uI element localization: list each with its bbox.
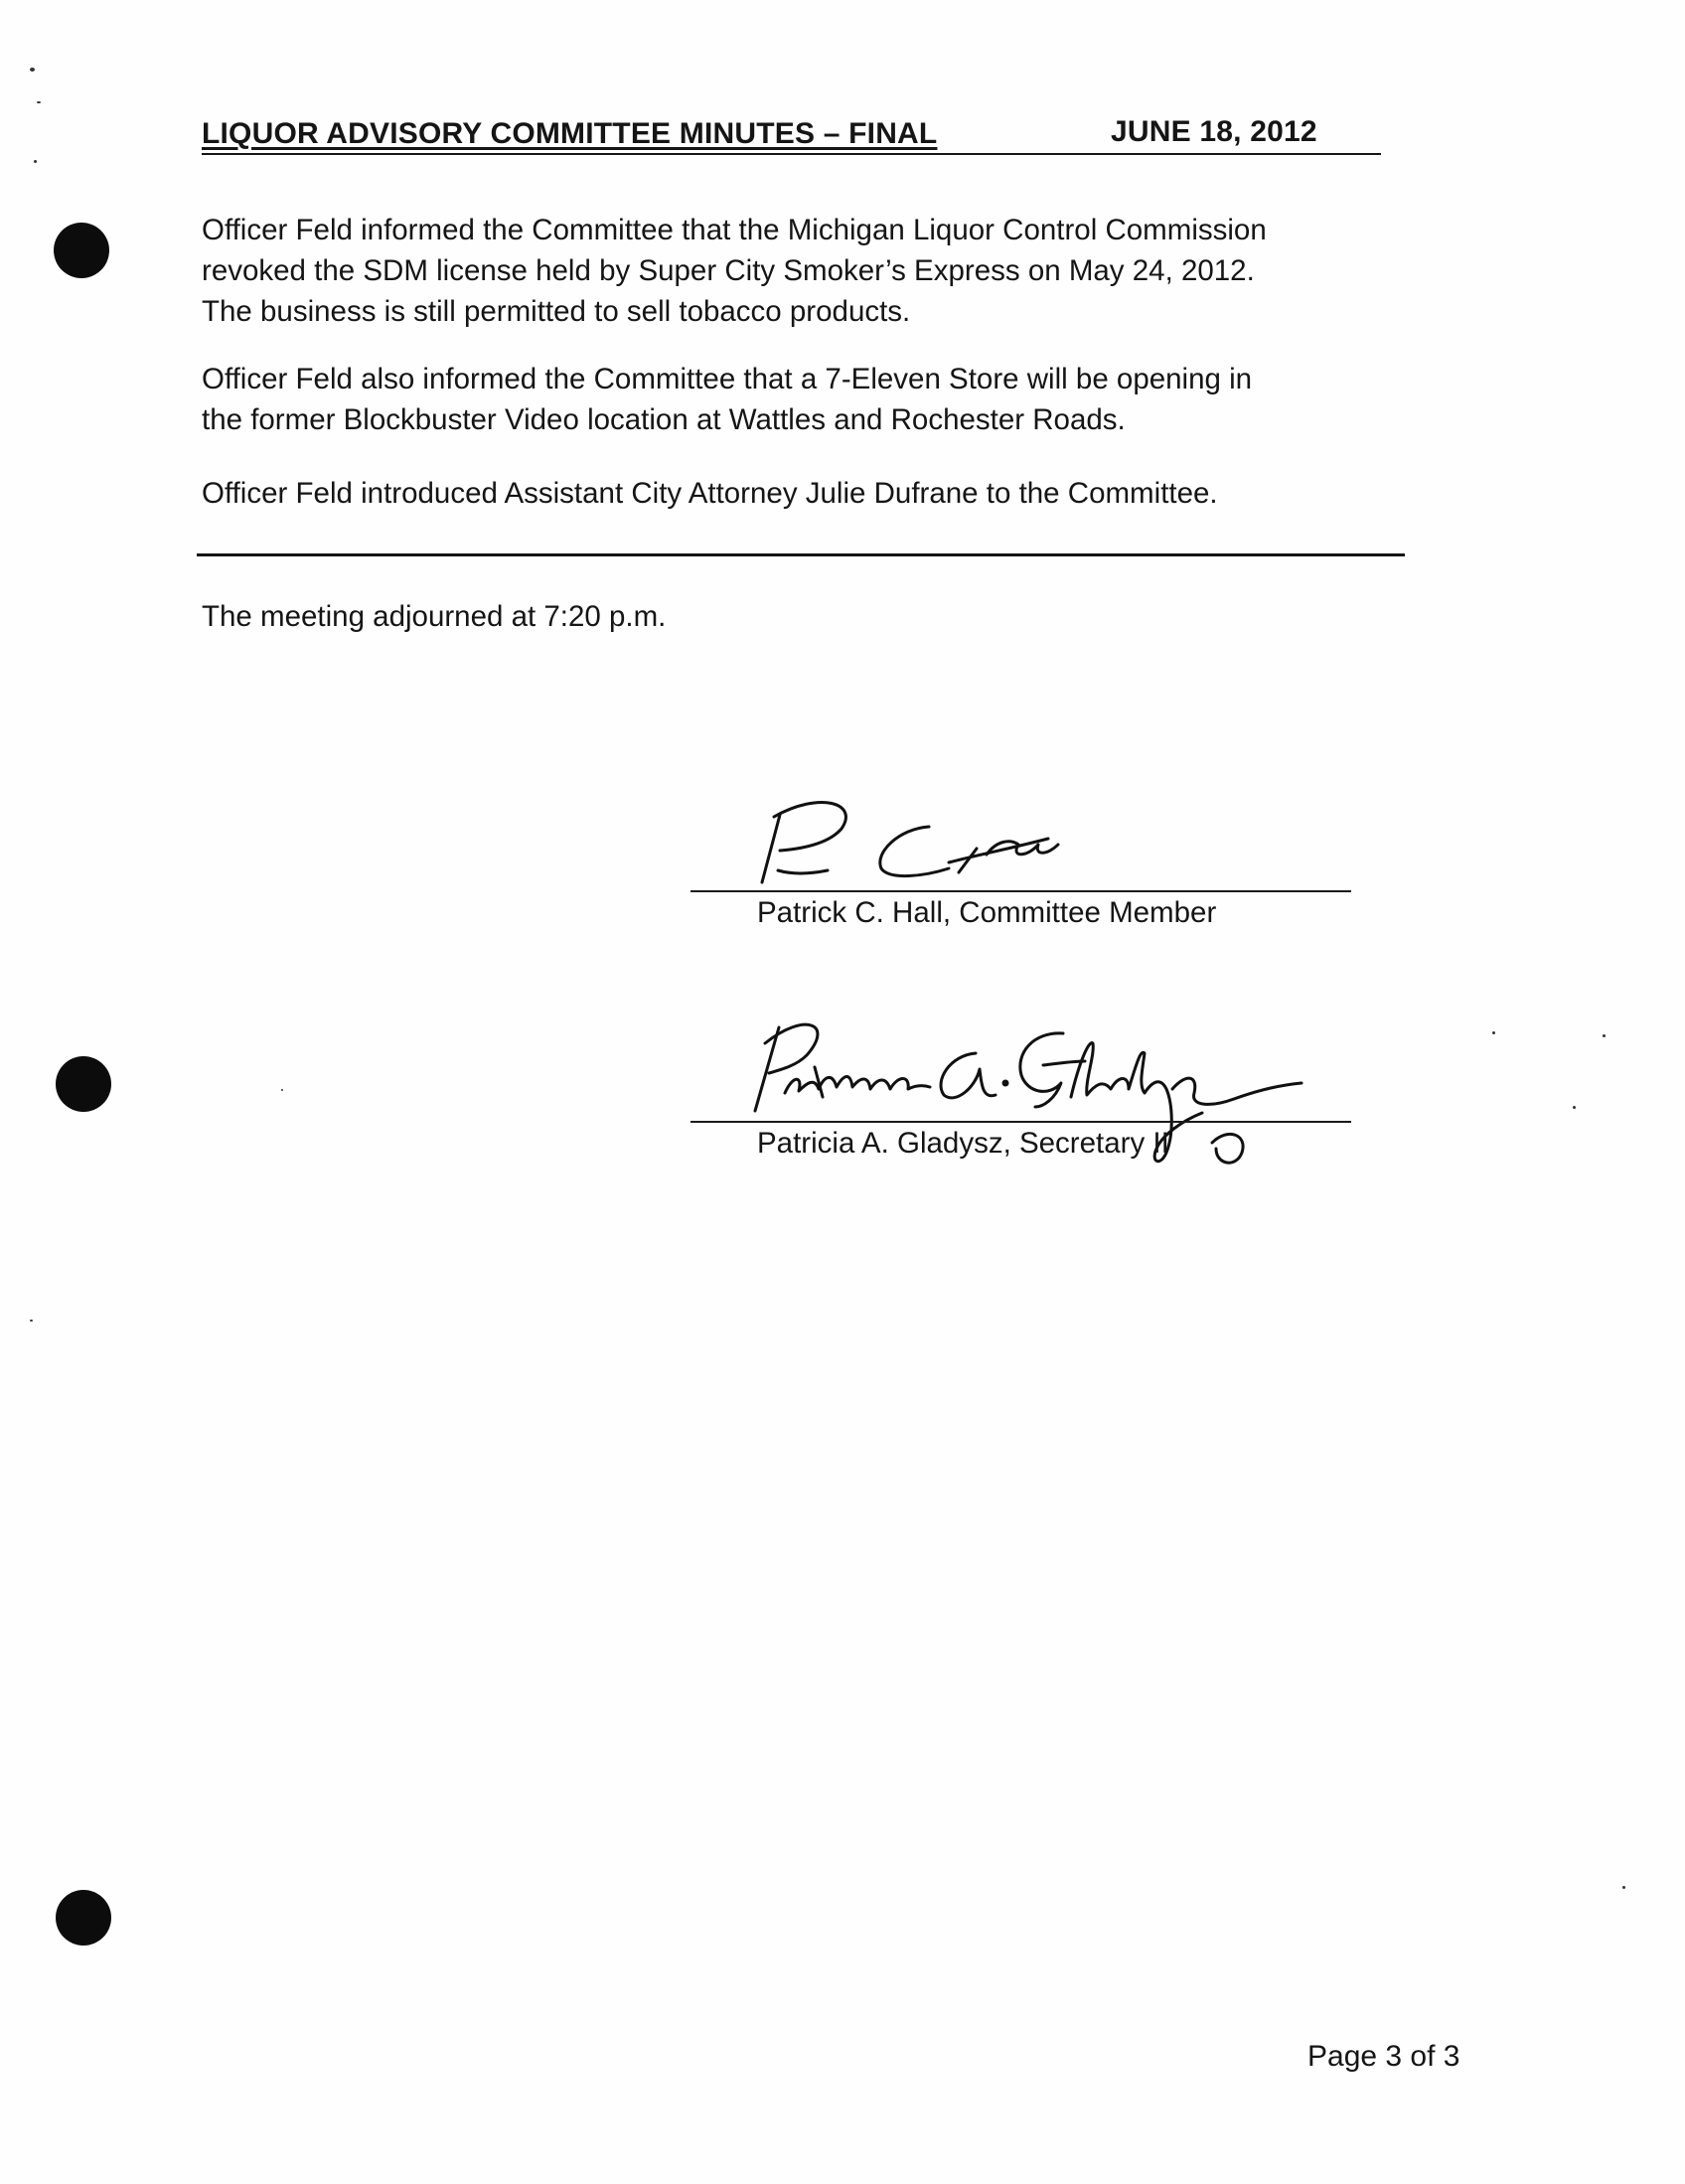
page-number: Page 3 of 3 <box>1307 2040 1460 2073</box>
paragraph-line: the former Blockbuster Video location at Wattles and Rochester Roads. <box>202 403 1126 436</box>
scan-speck <box>30 1320 33 1322</box>
signature-block-gladysz <box>690 1004 1351 1163</box>
paragraph-introduction <box>202 473 1414 514</box>
header-date: JUNE 18, 2012 <box>1111 115 1317 148</box>
section-divider <box>197 553 1405 556</box>
paragraph-new-store <box>202 359 1414 440</box>
scan-speck <box>1492 1031 1495 1034</box>
paragraph-line: Officer Feld introduced Assistant City Attorney Julie Dufrane to the Committee. <box>202 477 1218 510</box>
scan-speck <box>1622 1886 1625 1889</box>
signatory-name-hall: Patrick C. Hall, Committee Member <box>757 896 1217 929</box>
scan-speck <box>1573 1106 1576 1109</box>
punch-hole-top <box>54 223 109 278</box>
paragraph-line: Officer Feld informed the Committee that the Michigan Liquor Control Commission <box>202 214 1267 246</box>
punch-hole-bottom <box>56 1890 111 1946</box>
document-header <box>202 113 1381 155</box>
paragraph-line: revoked the SDM license held by Super City Smoker’s Express on May 24, 2012. <box>202 254 1255 287</box>
signature-line <box>690 890 1351 892</box>
scan-speck <box>34 160 37 163</box>
paragraph-line: The business is still permitted to sell tobacco products. <box>202 295 911 328</box>
signatory-name-gladysz: Patricia A. Gladysz, Secretary II <box>757 1127 1169 1160</box>
adjournment-text: The meeting adjourned at 7:20 p.m. <box>202 600 667 633</box>
scan-speck <box>1603 1034 1606 1037</box>
scan-speck <box>37 101 41 103</box>
punch-hole-middle <box>56 1056 111 1112</box>
paragraph-license-revocation <box>202 210 1414 332</box>
paragraph-line: Officer Feld also informed the Committee that a 7-Eleven Store will be opening in <box>202 363 1253 395</box>
scan-speck <box>30 68 35 72</box>
signature-hall <box>750 785 1068 894</box>
header-title: LIQUOR ADVISORY COMMITTEE MINUTES – FINAL <box>202 117 938 150</box>
signature-line <box>690 1121 1351 1123</box>
scan-speck <box>281 1089 283 1091</box>
signature-block-hall <box>690 785 1351 934</box>
